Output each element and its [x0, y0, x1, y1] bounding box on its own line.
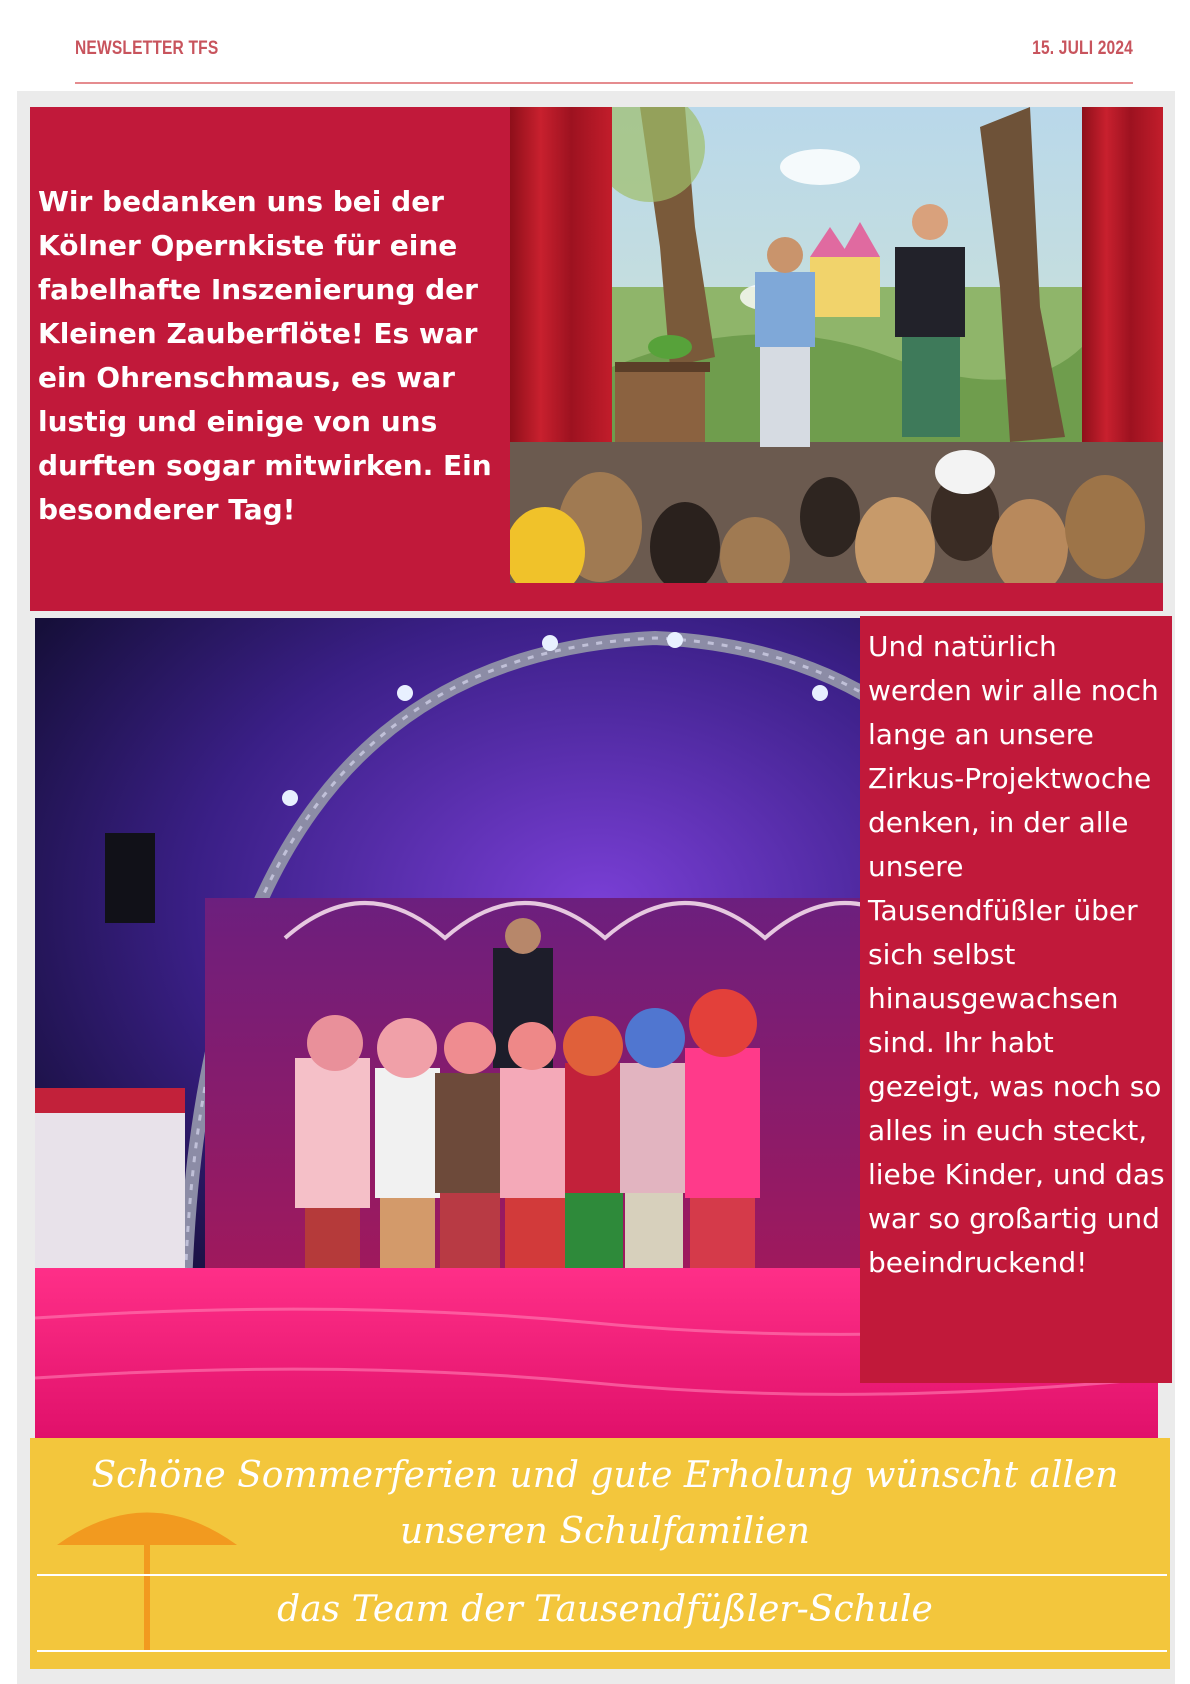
newsletter-title: NEWSLETTER TFS	[75, 38, 219, 59]
opera-photo	[510, 107, 1163, 583]
newsletter-date: 15. JULI 2024	[1032, 38, 1133, 59]
newsletter-header	[75, 36, 1133, 84]
farewell-greeting: Schöne Sommerferien und gute Erholung wünscht allen unseren Schulfamilien	[91, 1455, 1119, 1552]
circus-text: Und natürlich werden wir alle noch lange an unsere Zirkus-Projektwoche denken, in der alle unsere Tausendfüßler über sich selbst hinausgewachsen sind. Ihr habt gezeigt, was noch so alles in euch steckt, liebe Kinder, und das war so großartig und beeindruckend!	[868, 630, 1165, 1279]
farewell-divider-top	[37, 1574, 1167, 1576]
farewell-signature: das Team der Tausendfüßler-Schule	[277, 1589, 933, 1630]
farewell-divider-bottom	[37, 1650, 1167, 1652]
opera-text: Wir bedanken uns bei der Kölner Opernkiste für eine fabelhafte Inszenierung der Kleinen Zauberflöte! Es war ein Ohrenschmaus, es war lustig und einige von uns durften sogar mitwirken. Ein besonderer Tag!	[38, 185, 492, 526]
